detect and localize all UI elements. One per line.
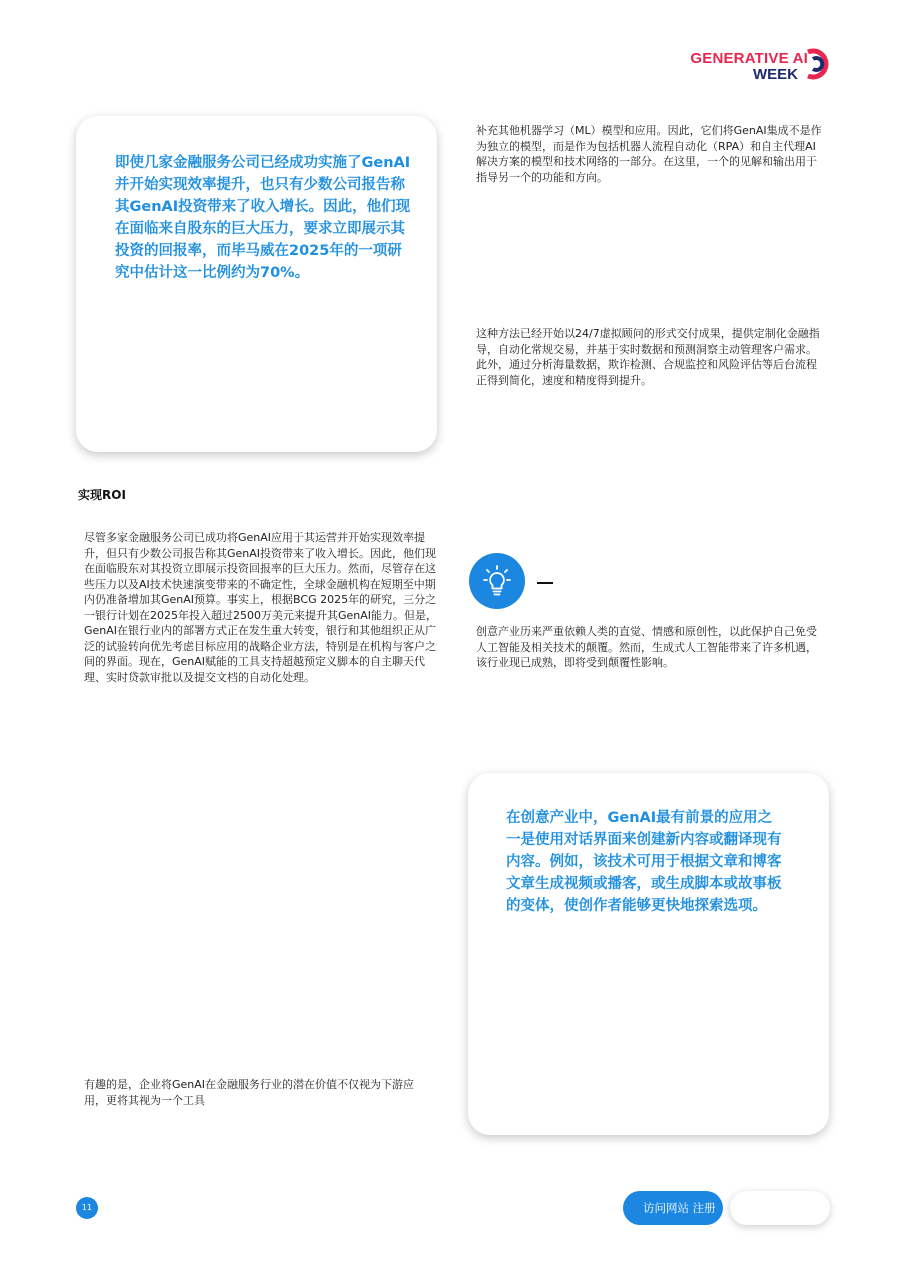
logo-text-line1: GENERATIVE AI [690,50,808,67]
secondary-button[interactable] [730,1191,830,1225]
logo-mark-icon [804,48,834,80]
logo-text-line2: WEEK [753,66,798,83]
right-paragraph-2: 这种方法已经开始以24/7虚拟顾问的形式交付成果，提供定制化金融指导，自动化常规交易，并基于实时数据和预测洞察主动管理客户需求。此外，通过分析海量数据，欺诈检测、合规监控和风险评估等后台流程正得到简化，速度和精度得到提升。 [476,327,820,387]
lightbulb-icon [469,553,525,609]
left-card-quote: 即使几家金融服务公司已经成功实施了GenAI并开始实现效率提升，也只有少数公司报告称其GenAI投资带来了收入增长。因此，他们现在面临来自股东的巨大压力，要求立即展示其投资的回报率，而毕马威在2025年的一项研究中估计这一比例约为70%。 [115,155,411,281]
section-body: 尽管多家金融服务公司已成功将GenAI应用于其运营并开始实现效率提升，但只有少数公司报告称其GenAI投资带来了收入增长。因此，他们现在面临股东对其投资立即展示投资回报率的巨大压力。然而，尽管存在这些压力以及AI技术快速演变带来的不确定性，全球金融机构在短期至中期内仍准备增加其GenAI预算。事实上，根据BCG 2025年的研究，三分之一银行计划在2025年投入超过2500万美元来提升其GenAI能力。但是，GenAI在银行业内的部署方式正在发生重大转变，银行和其他组织正从广泛的试验转向优先考虑目标应用的战略企业方法，特别是在机构与客户之间的界面。现在，GenAI赋能的工具支持超越预定义脚本的自主聊天代理、实时贷款审批以及提交文档的自动化处理。 [84,531,438,684]
page-number-badge: 11 [76,1197,98,1219]
bottom-left-paragraph: 有趣的是，企业将GenAI在金融服务行业的潜在价值不仅视为下游应用，更将其视为一个工具 [84,1078,415,1107]
creative-paragraph: 创意产业历来严重依赖人类的直觉、情感和原创性，以此保护自己免受人工智能及相关技术的颠覆。然而，生成式人工智能带来了许多机遇，该行业现已成熟，即将受到颠覆性影响。 [476,625,817,669]
brand-logo [690,44,840,84]
right-card-quote: 在创意产业中，GenAI最有前景的应用之一是使用对话界面来创建新内容或翻译现有内容。例如，该技术可用于根据文章和博客文章生成视频或播客，或生成脚本或故事板的变体，使创作者能够更快地探索选项。 [506,810,782,914]
right-paragraph-1: 补充其他机器学习（ML）模型和应用。因此，它们将GenAI集成不是作为独立的模型，而是作为包括机器人流程自动化（RPA）和自主代理AI解决方案的模型和技术网络的一部分。在这里，一个的见解和输出用于指导另一个的功能和方向。 [476,124,822,184]
dash-separator [537,582,553,584]
section-heading: 实现ROI [78,488,126,502]
visit-website-button[interactable]: 访问网站 注册 [623,1191,723,1225]
